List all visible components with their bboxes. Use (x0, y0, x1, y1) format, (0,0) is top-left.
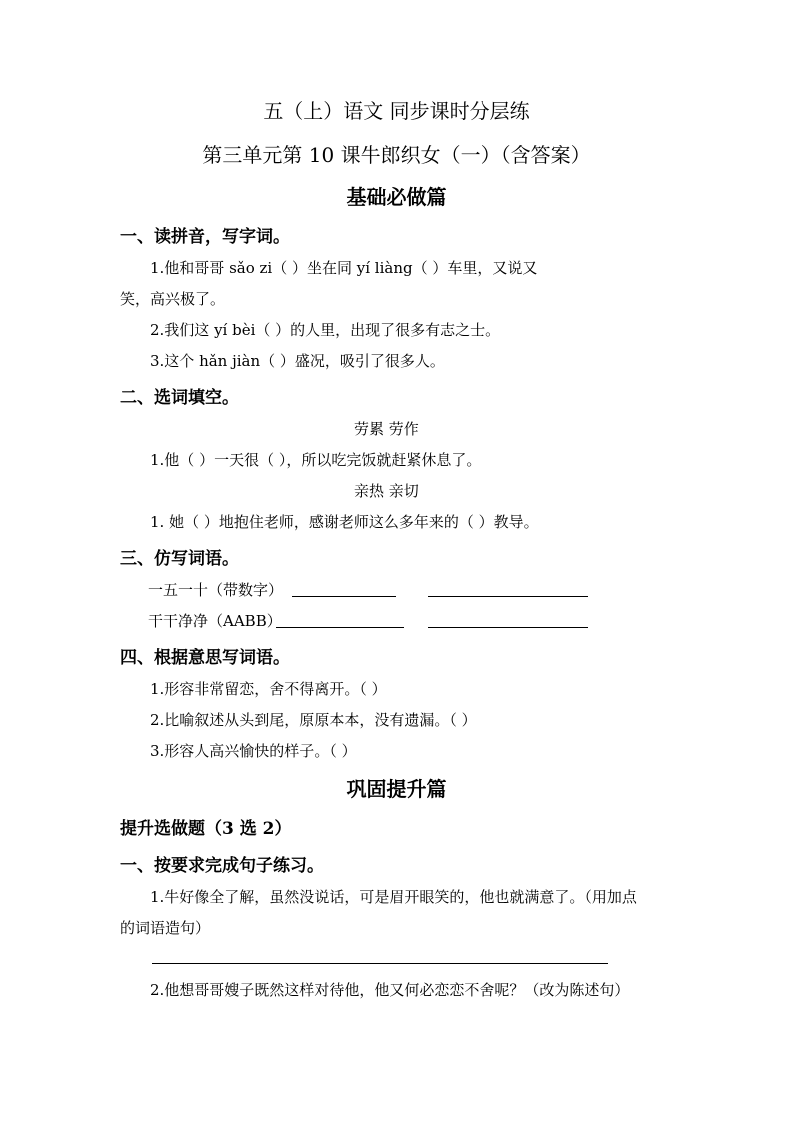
s4-question-2: 2.比喻叙述从头到尾，原原本本，没有遗漏。（ ） (150, 711, 477, 729)
section-heading-4: 四、根据意思写词语。 (120, 648, 290, 668)
s2-question-2: 1. 她（ ）地抱住老师，感谢老师这么多年来的（ ）教导。 (150, 513, 539, 531)
answer-line[interactable] (428, 627, 588, 628)
part-title-advanced: 巩固提升篇 (346, 777, 447, 801)
p2-question-1-line-2: 的词语造句） (120, 919, 211, 937)
s4-question-3: 3.形容人高兴愉快的样子。（ ） (150, 742, 357, 760)
section-heading-1: 一、读拼音，写字词。 (120, 227, 290, 247)
s2-question-1: 1.他（ ）一天很（ ），所以吃完饭就赶紧休息了。 (150, 451, 482, 469)
p2-question-1-line-1: 1.牛好像全了解，虽然没说话，可是眉开眼笑的，他也就满意了。（用加点 (150, 888, 637, 906)
s1-question-3: 3.这个 hǎn jiàn（ ）盛况，吸引了很多人。 (150, 352, 445, 370)
section-heading-5: 一、按要求完成句子练习。 (120, 856, 324, 876)
imitate-item-2: 干干净净（AABB） (148, 612, 282, 630)
section-heading-3: 三、仿写词语。 (120, 549, 239, 569)
word-options-2: 亲热 亲切 (354, 482, 419, 500)
section-heading-2: 二、选词填空。 (120, 388, 239, 408)
answer-line[interactable] (276, 627, 404, 628)
answer-line[interactable] (292, 596, 396, 597)
answer-line[interactable] (152, 963, 608, 964)
optional-subtitle: 提升选做题（3 选 2） (120, 819, 292, 839)
s1-question-2: 2.我们这 yí bèi（ ）的人里，出现了很多有志之士。 (150, 321, 501, 339)
lesson-title: 第三单元第 10 课牛郎织女（一）（含答案） (202, 143, 591, 167)
s4-question-1: 1.形容非常留恋，舍不得离开。（ ） (150, 680, 387, 698)
page-title: 五（上）语文 同步课时分层练 (263, 99, 530, 123)
imitate-item-1: 一五一十（带数字） (148, 581, 284, 599)
s1-question-1-line-2: 笑，高兴极了。 (120, 290, 226, 308)
answer-line[interactable] (428, 596, 588, 597)
part-title-basic: 基础必做篇 (346, 185, 447, 209)
word-options-1: 劳累 劳作 (354, 420, 419, 438)
s1-question-1-line-1: 1.他和哥哥 sǎo zi（ ）坐在同 yí liàng（ ）车里，又说又 (150, 259, 538, 277)
p2-question-2: 2.他想哥哥嫂子既然这样对待他，他又何必恋恋不舍呢？（改为陈述句） (150, 981, 630, 999)
